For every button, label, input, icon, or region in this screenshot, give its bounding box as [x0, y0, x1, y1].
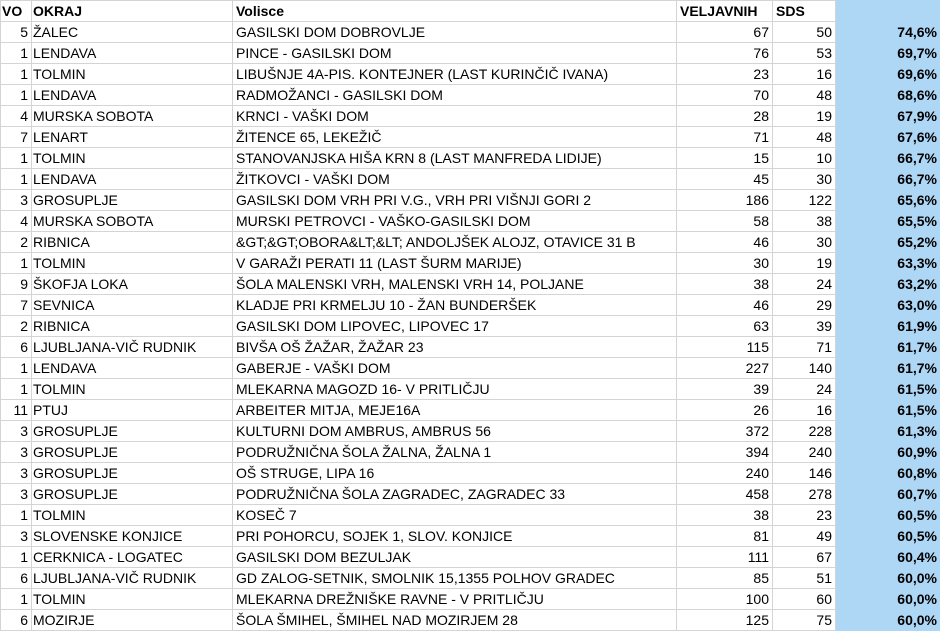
cell-pct[interactable]: 60,7%	[836, 484, 940, 505]
cell-sds[interactable]: 10	[773, 148, 836, 169]
cell-pct[interactable]: 61,7%	[836, 358, 940, 379]
cell-volisce[interactable]: GASILSKI DOM BEZULJAK	[233, 547, 677, 568]
cell-okraj[interactable]: TOLMIN	[32, 505, 233, 526]
cell-veljavnih[interactable]: 46	[677, 232, 773, 253]
table-row	[1, 379, 940, 400]
cell-sds[interactable]: 16	[773, 400, 836, 421]
table-row	[1, 22, 940, 43]
cell-pct[interactable]: 66,7%	[836, 169, 940, 190]
cell-pct[interactable]: 60,0%	[836, 610, 940, 631]
cell-volisce[interactable]: BIVŠA OŠ ŽAŽAR, ŽAŽAR 23	[233, 337, 677, 358]
table-row	[1, 505, 940, 526]
cell-volisce[interactable]: KLADJE PRI KRMELJU 10 - ŽAN BUNDERŠEK	[233, 295, 677, 316]
cell-volisce[interactable]: ŽITKOVCI - VAŠKI DOM	[233, 169, 677, 190]
cell-okraj[interactable]: LJUBLJANA-VIČ RUDNIK	[32, 568, 233, 589]
cell-veljavnih[interactable]: 394	[677, 442, 773, 463]
cell-okraj[interactable]: MURSKA SOBOTA	[32, 211, 233, 232]
table-row	[1, 337, 940, 358]
table-row	[1, 484, 940, 505]
cell-veljavnih[interactable]: 28	[677, 106, 773, 127]
table-row	[1, 547, 940, 568]
cell-sds[interactable]: 49	[773, 526, 836, 547]
cell-volisce[interactable]: STANOVANJSKA HIŠA KRN 8 (LAST MANFREDA LIDIJE)	[233, 148, 677, 169]
cell-veljavnih[interactable]: 100	[677, 589, 773, 610]
cell-vo[interactable]: 1	[1, 379, 32, 400]
cell-vo[interactable]: 2	[1, 316, 32, 337]
cell-sds[interactable]: 228	[773, 421, 836, 442]
table-row	[1, 85, 940, 106]
table-body	[1, 22, 940, 631]
cell-vo[interactable]: 3	[1, 442, 32, 463]
table-row	[1, 169, 940, 190]
cell-okraj[interactable]: GROSUPLJE	[32, 484, 233, 505]
cell-sds[interactable]: 30	[773, 232, 836, 253]
cell-veljavnih[interactable]: 227	[677, 358, 773, 379]
table-row	[1, 568, 940, 589]
cell-okraj[interactable]: TOLMIN	[32, 64, 233, 85]
cell-pct[interactable]: 60,9%	[836, 442, 940, 463]
cell-sds[interactable]: 122	[773, 190, 836, 211]
cell-veljavnih[interactable]: 67	[677, 22, 773, 43]
cell-veljavnih[interactable]: 63	[677, 316, 773, 337]
cell-volisce[interactable]: ŠOLA MALENSKI VRH, MALENSKI VRH 14, POLJANE	[233, 274, 677, 295]
cell-volisce[interactable]: LIBUŠNJE 4A-PIS. KONTEJNER (LAST KURINČIČ IVANA)	[233, 64, 677, 85]
cell-veljavnih[interactable]: 46	[677, 295, 773, 316]
cell-sds[interactable]: 19	[773, 106, 836, 127]
cell-vo[interactable]: 7	[1, 295, 32, 316]
table-row	[1, 526, 940, 547]
table-row	[1, 442, 940, 463]
cell-volisce[interactable]: V GARAŽI PERATI 11 (LAST ŠURM MARIJE)	[233, 253, 677, 274]
cell-sds[interactable]: 48	[773, 85, 836, 106]
cell-volisce[interactable]: KRNCI - VAŠKI DOM	[233, 106, 677, 127]
header-veljavnih[interactable]: VELJAVNIH	[677, 1, 773, 22]
cell-sds[interactable]: 53	[773, 43, 836, 64]
cell-volisce[interactable]: PODRUŽNIČNA ŠOLA ZAGRADEC, ZAGRADEC 33	[233, 484, 677, 505]
cell-pct[interactable]: 60,0%	[836, 568, 940, 589]
table-row	[1, 400, 940, 421]
cell-vo[interactable]: 1	[1, 148, 32, 169]
cell-volisce[interactable]: ŽITENCE 65, LEKEŽIČ	[233, 127, 677, 148]
cell-vo[interactable]: 3	[1, 421, 32, 442]
cell-vo[interactable]: 4	[1, 106, 32, 127]
cell-veljavnih[interactable]: 186	[677, 190, 773, 211]
cell-okraj[interactable]: TOLMIN	[32, 253, 233, 274]
header-sds[interactable]: SDS	[773, 1, 836, 22]
cell-volisce[interactable]: OŠ STRUGE, LIPA 16	[233, 463, 677, 484]
cell-veljavnih[interactable]: 115	[677, 337, 773, 358]
table-row	[1, 421, 940, 442]
table-row	[1, 64, 940, 85]
cell-okraj[interactable]: LJUBLJANA-VIČ RUDNIK	[32, 337, 233, 358]
cell-vo[interactable]: 3	[1, 526, 32, 547]
cell-okraj[interactable]: RIBNICA	[32, 232, 233, 253]
cell-sds[interactable]: 39	[773, 316, 836, 337]
cell-vo[interactable]: 1	[1, 505, 32, 526]
cell-okraj[interactable]: MOZIRJE	[32, 610, 233, 631]
table-row	[1, 148, 940, 169]
table-row	[1, 106, 940, 127]
cell-volisce[interactable]: MLEKARNA MAGOZD 16- V PRITLIČJU	[233, 379, 677, 400]
cell-vo[interactable]: 6	[1, 337, 32, 358]
cell-okraj[interactable]: LENDAVA	[32, 358, 233, 379]
cell-volisce[interactable]: GASILSKI DOM LIPOVEC, LIPOVEC 17	[233, 316, 677, 337]
cell-sds[interactable]: 38	[773, 211, 836, 232]
cell-sds[interactable]: 23	[773, 505, 836, 526]
cell-vo[interactable]: 1	[1, 253, 32, 274]
cell-volisce[interactable]: &GT;&GT;OBORA&LT;&LT; ANDOLJŠEK ALOJZ, OTAVICE 31 B	[233, 232, 677, 253]
cell-veljavnih[interactable]: 26	[677, 400, 773, 421]
cell-volisce[interactable]: KOSEČ 7	[233, 505, 677, 526]
cell-veljavnih[interactable]: 70	[677, 85, 773, 106]
cell-okraj[interactable]: PTUJ	[32, 400, 233, 421]
cell-sds[interactable]: 278	[773, 484, 836, 505]
cell-sds[interactable]: 16	[773, 64, 836, 85]
cell-pct[interactable]: 60,5%	[836, 505, 940, 526]
cell-vo[interactable]: 5	[1, 22, 32, 43]
cell-volisce[interactable]: GABERJE - VAŠKI DOM	[233, 358, 677, 379]
cell-volisce[interactable]: PINCE - GASILSKI DOM	[233, 43, 677, 64]
table-row	[1, 43, 940, 64]
cell-vo[interactable]: 9	[1, 274, 32, 295]
cell-okraj[interactable]: ŽALEC	[32, 22, 233, 43]
cell-pct[interactable]: 67,9%	[836, 106, 940, 127]
cell-okraj[interactable]: TOLMIN	[32, 589, 233, 610]
cell-vo[interactable]: 1	[1, 169, 32, 190]
cell-vo[interactable]: 2	[1, 232, 32, 253]
table-row	[1, 127, 940, 148]
cell-pct[interactable]: 63,2%	[836, 274, 940, 295]
table-row	[1, 358, 940, 379]
cell-sds[interactable]: 75	[773, 610, 836, 631]
cell-sds[interactable]: 50	[773, 22, 836, 43]
cell-pct[interactable]: 69,6%	[836, 64, 940, 85]
header-okraj[interactable]: OKRAJ	[32, 1, 233, 22]
cell-sds[interactable]: 48	[773, 127, 836, 148]
table-row	[1, 463, 940, 484]
cell-okraj[interactable]: RIBNICA	[32, 316, 233, 337]
cell-pct[interactable]: 60,8%	[836, 463, 940, 484]
cell-sds[interactable]: 51	[773, 568, 836, 589]
cell-sds[interactable]: 19	[773, 253, 836, 274]
cell-vo[interactable]: 1	[1, 64, 32, 85]
cell-okraj[interactable]: SEVNICA	[32, 295, 233, 316]
cell-volisce[interactable]: GASILSKI DOM DOBROVLJE	[233, 22, 677, 43]
cell-veljavnih[interactable]: 240	[677, 463, 773, 484]
cell-sds[interactable]: 140	[773, 358, 836, 379]
cell-vo[interactable]: 3	[1, 190, 32, 211]
cell-sds[interactable]: 30	[773, 169, 836, 190]
table-row	[1, 610, 940, 631]
cell-vo[interactable]: 4	[1, 211, 32, 232]
cell-sds[interactable]: 240	[773, 442, 836, 463]
cell-okraj[interactable]: LENDAVA	[32, 85, 233, 106]
header-volisce[interactable]: Volisce	[233, 1, 677, 22]
cell-volisce[interactable]: MURSKI PETROVCI - VAŠKO-GASILSKI DOM	[233, 211, 677, 232]
cell-vo[interactable]: 3	[1, 484, 32, 505]
cell-okraj[interactable]: LENDAVA	[32, 43, 233, 64]
cell-vo[interactable]: 6	[1, 568, 32, 589]
cell-okraj[interactable]: LENDAVA	[32, 169, 233, 190]
cell-volisce[interactable]: GASILSKI DOM VRH PRI V.G., VRH PRI VIŠNJI GORI 2	[233, 190, 677, 211]
cell-veljavnih[interactable]: 39	[677, 379, 773, 400]
cell-okraj[interactable]: ŠKOFJA LOKA	[32, 274, 233, 295]
table-row	[1, 253, 940, 274]
cell-veljavnih[interactable]: 85	[677, 568, 773, 589]
cell-veljavnih[interactable]: 372	[677, 421, 773, 442]
cell-vo[interactable]: 1	[1, 589, 32, 610]
table-row	[1, 211, 940, 232]
cell-volisce[interactable]: GD ZALOG-SETNIK, SMOLNIK 15,1355 POLHOV GRADEC	[233, 568, 677, 589]
cell-volisce[interactable]: ŠOLA ŠMIHEL, ŠMIHEL NAD MOZIRJEM 28	[233, 610, 677, 631]
cell-veljavnih[interactable]: 30	[677, 253, 773, 274]
table-row	[1, 190, 940, 211]
cell-veljavnih[interactable]: 71	[677, 127, 773, 148]
table-row	[1, 295, 940, 316]
cell-sds[interactable]: 67	[773, 547, 836, 568]
cell-pct[interactable]: 61,5%	[836, 379, 940, 400]
cell-pct[interactable]: 67,6%	[836, 127, 940, 148]
cell-pct[interactable]: 60,5%	[836, 526, 940, 547]
cell-okraj[interactable]: GROSUPLJE	[32, 463, 233, 484]
cell-volisce[interactable]: KULTURNI DOM AMBRUS, AMBRUS 56	[233, 421, 677, 442]
cell-veljavnih[interactable]: 81	[677, 526, 773, 547]
header-pct[interactable]	[836, 1, 940, 22]
cell-veljavnih[interactable]: 45	[677, 169, 773, 190]
table-row	[1, 589, 940, 610]
cell-volisce[interactable]: MLEKARNA DREŽNIŠKE RAVNE - V PRITLIČJU	[233, 589, 677, 610]
cell-okraj[interactable]: TOLMIN	[32, 148, 233, 169]
cell-sds[interactable]: 71	[773, 337, 836, 358]
cell-pct[interactable]: 61,5%	[836, 400, 940, 421]
cell-sds[interactable]: 60	[773, 589, 836, 610]
cell-veljavnih[interactable]: 458	[677, 484, 773, 505]
cell-pct[interactable]: 61,3%	[836, 421, 940, 442]
cell-okraj[interactable]: TOLMIN	[32, 379, 233, 400]
cell-okraj[interactable]: CERKNICA - LOGATEC	[32, 547, 233, 568]
cell-sds[interactable]: 24	[773, 379, 836, 400]
cell-vo[interactable]: 7	[1, 127, 32, 148]
cell-veljavnih[interactable]: 38	[677, 505, 773, 526]
cell-vo[interactable]: 3	[1, 463, 32, 484]
cell-veljavnih[interactable]: 76	[677, 43, 773, 64]
cell-veljavnih[interactable]: 111	[677, 547, 773, 568]
cell-okraj[interactable]: MURSKA SOBOTA	[32, 106, 233, 127]
cell-vo[interactable]: 1	[1, 547, 32, 568]
cell-pct[interactable]: 61,9%	[836, 316, 940, 337]
cell-vo[interactable]: 1	[1, 85, 32, 106]
cell-veljavnih[interactable]: 58	[677, 211, 773, 232]
cell-pct[interactable]: 63,3%	[836, 253, 940, 274]
cell-vo[interactable]: 11	[1, 400, 32, 421]
cell-pct[interactable]: 60,4%	[836, 547, 940, 568]
cell-sds[interactable]: 29	[773, 295, 836, 316]
header-row	[1, 1, 940, 22]
cell-veljavnih[interactable]: 38	[677, 274, 773, 295]
cell-volisce[interactable]: PRI POHORCU, SOJEK 1, SLOV. KONJICE	[233, 526, 677, 547]
table-row	[1, 232, 940, 253]
cell-pct[interactable]: 74,6%	[836, 22, 940, 43]
table-row	[1, 316, 940, 337]
cell-okraj[interactable]: LENART	[32, 127, 233, 148]
cell-volisce[interactable]: PODRUŽNIČNA ŠOLA ŽALNA, ŽALNA 1	[233, 442, 677, 463]
cell-pct[interactable]: 60,0%	[836, 589, 940, 610]
cell-pct[interactable]: 63,0%	[836, 295, 940, 316]
cell-vo[interactable]: 1	[1, 358, 32, 379]
cell-sds[interactable]: 146	[773, 463, 836, 484]
cell-pct[interactable]: 61,7%	[836, 337, 940, 358]
cell-pct[interactable]: 69,7%	[836, 43, 940, 64]
cell-pct[interactable]: 65,2%	[836, 232, 940, 253]
cell-volisce[interactable]: RADMOŽANCI - GASILSKI DOM	[233, 85, 677, 106]
cell-sds[interactable]: 24	[773, 274, 836, 295]
cell-veljavnih[interactable]: 125	[677, 610, 773, 631]
cell-vo[interactable]: 6	[1, 610, 32, 631]
cell-okraj[interactable]: GROSUPLJE	[32, 421, 233, 442]
cell-pct[interactable]: 68,6%	[836, 85, 940, 106]
cell-veljavnih[interactable]: 15	[677, 148, 773, 169]
cell-okraj[interactable]: GROSUPLJE	[32, 190, 233, 211]
cell-okraj[interactable]: SLOVENSKE KONJICE	[32, 526, 233, 547]
cell-vo[interactable]: 1	[1, 43, 32, 64]
cell-pct[interactable]: 65,6%	[836, 190, 940, 211]
header-vo[interactable]: VO	[1, 1, 32, 22]
cell-pct[interactable]: 66,7%	[836, 148, 940, 169]
cell-volisce[interactable]: ARBEITER MITJA, MEJE16A	[233, 400, 677, 421]
table-row	[1, 274, 940, 295]
cell-okraj[interactable]: GROSUPLJE	[32, 442, 233, 463]
cell-pct[interactable]: 65,5%	[836, 211, 940, 232]
cell-veljavnih[interactable]: 23	[677, 64, 773, 85]
